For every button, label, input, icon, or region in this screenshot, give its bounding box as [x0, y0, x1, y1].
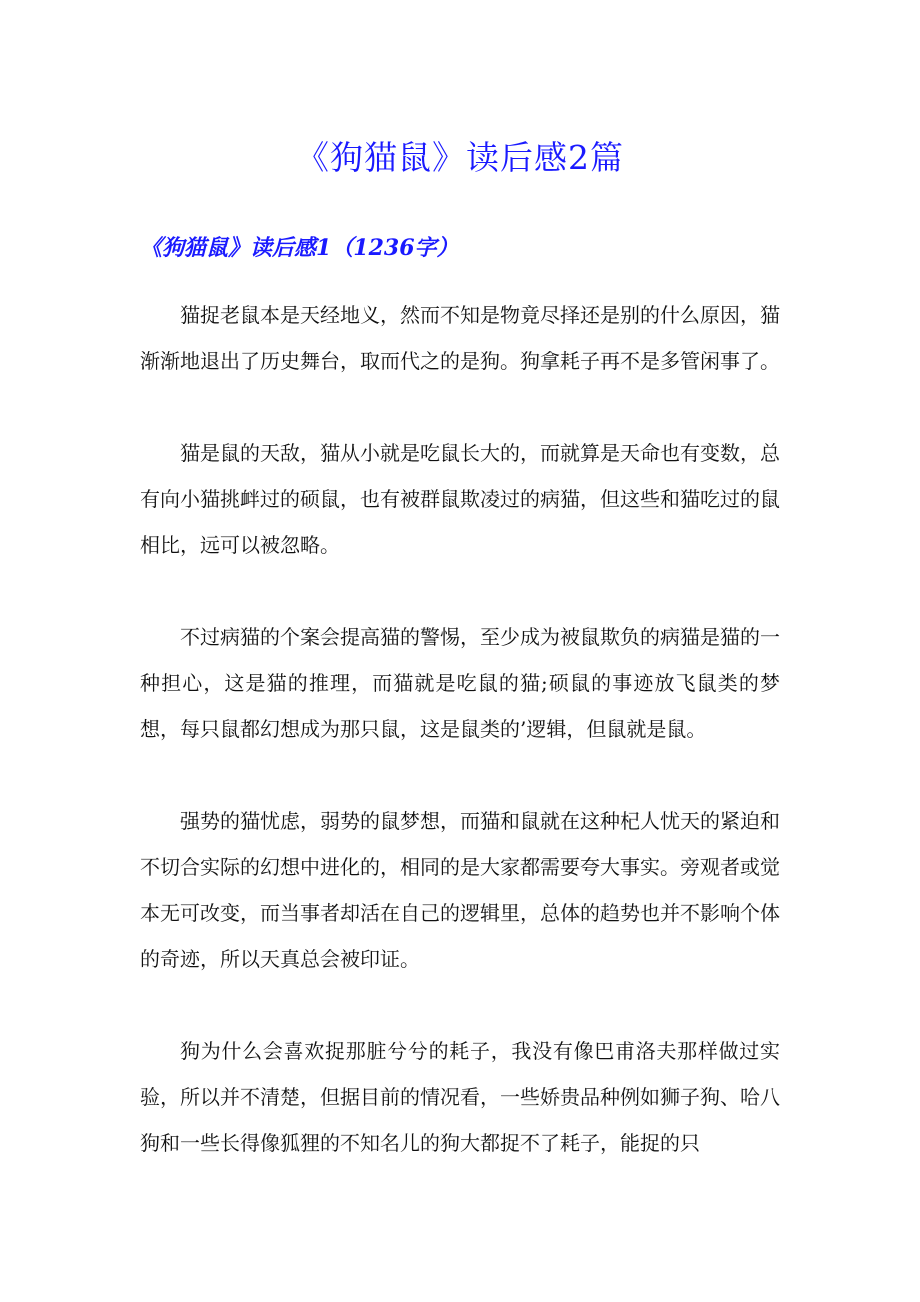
section-heading: 《狗猫鼠》读后感1（1236字）	[140, 235, 459, 261]
document-title: 《狗猫鼠》读后感2篇	[296, 138, 624, 177]
paragraph-2: 猫是鼠的天敌，猫从小就是吃鼠长大的，而就算是天命也有变数，总有向小猫挑衅过的硕鼠，也有被群鼠欺凌过的病猫，但这些和猫吃过的鼠相比，远可以被忽略。	[140, 441, 780, 557]
body-text	[140, 292, 780, 1212]
paragraph-1: 猫捉老鼠本是天经地义，然而不知是物竟尽择还是别的什么原因，猫渐渐地退出了历史舞台，取而代之的是狗。狗拿耗子再不是多管闲事了。	[140, 303, 780, 373]
paragraph-3: 不过病猫的个案会提高猫的警惕，至少成为被鼠欺负的病猫是猫的一种担心，这是猫的推理，而猫就是吃鼠的猫;硕鼠的事迹放飞鼠类的梦想，每只鼠都幻想成为那只鼠，这是鼠类的’逻辑，但鼠就是鼠。	[140, 625, 780, 741]
paragraph-5: 狗为什么会喜欢捉那脏兮兮的耗子，我没有像巴甫洛夫那样做过实验，所以并不清楚，但据目前的情况看，一些娇贵品种例如狮子狗、哈八狗和一些长得像狐狸的不知名儿的狗大都捉不了耗子，能捉的只	[140, 1039, 780, 1155]
paragraph-4: 强势的猫忧虑，弱势的鼠梦想，而猫和鼠就在这种杞人忧天的紧迫和不切合实际的幻想中进化的，相同的是大家都需要夸大事实。旁观者或觉本无可改变，而当事者却活在自己的逻辑里，总体的趋势也并不影响个体的奇迹，所以天真总会被印证。	[140, 809, 780, 971]
